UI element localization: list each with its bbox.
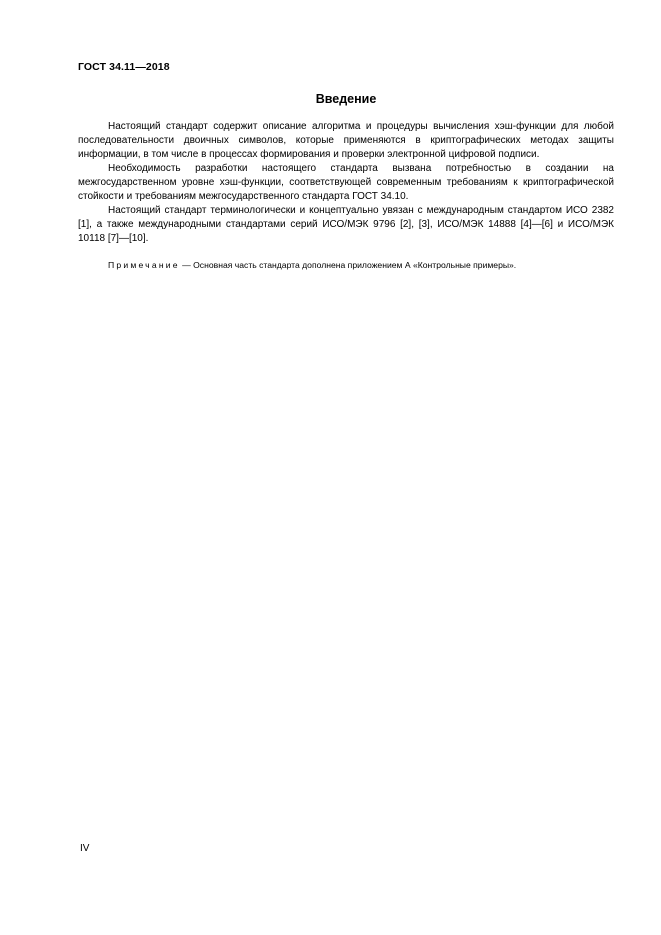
note-label: Примечание: [108, 260, 180, 270]
note-text: Основная часть стандарта дополнена приложением А «Контрольные примеры».: [193, 260, 517, 270]
page-number: IV: [80, 843, 90, 854]
document-code: ГОСТ 34.11—2018: [78, 61, 170, 73]
section-body: [78, 120, 614, 246]
note: [108, 259, 516, 271]
paragraph-references: Настоящий стандарт терминологически и концептуально увязан с международным стандартом ИСО 2382 [1], а также международными стандартами серий ИСО/МЭК 9796 [2], [3], ИСО/МЭК 14888 [4]—[6] и ИСО/МЭК 10118 [7]—[10].: [78, 205, 614, 244]
section-title: Введение: [315, 92, 377, 106]
paragraph-purpose: Настоящий стандарт содержит описание алгоритма и процедуры вычисления хэш-функции для любой последовательности двоичных символов, которые применяются в криптографических методах защиты информации, в том числе в процессах формирования и проверки электронной цифровой подписи.: [78, 121, 614, 160]
note-separator: —: [179, 260, 194, 270]
paragraph-necessity: Необходимость разработки настоящего стандарта вызвана потребностью в создании на межгосударственном уровне хэш-функции, соответствующей современным требованиям к криптографической стойкости и требованиям межгосударственного стандарта ГОСТ 34.10.: [78, 163, 614, 202]
